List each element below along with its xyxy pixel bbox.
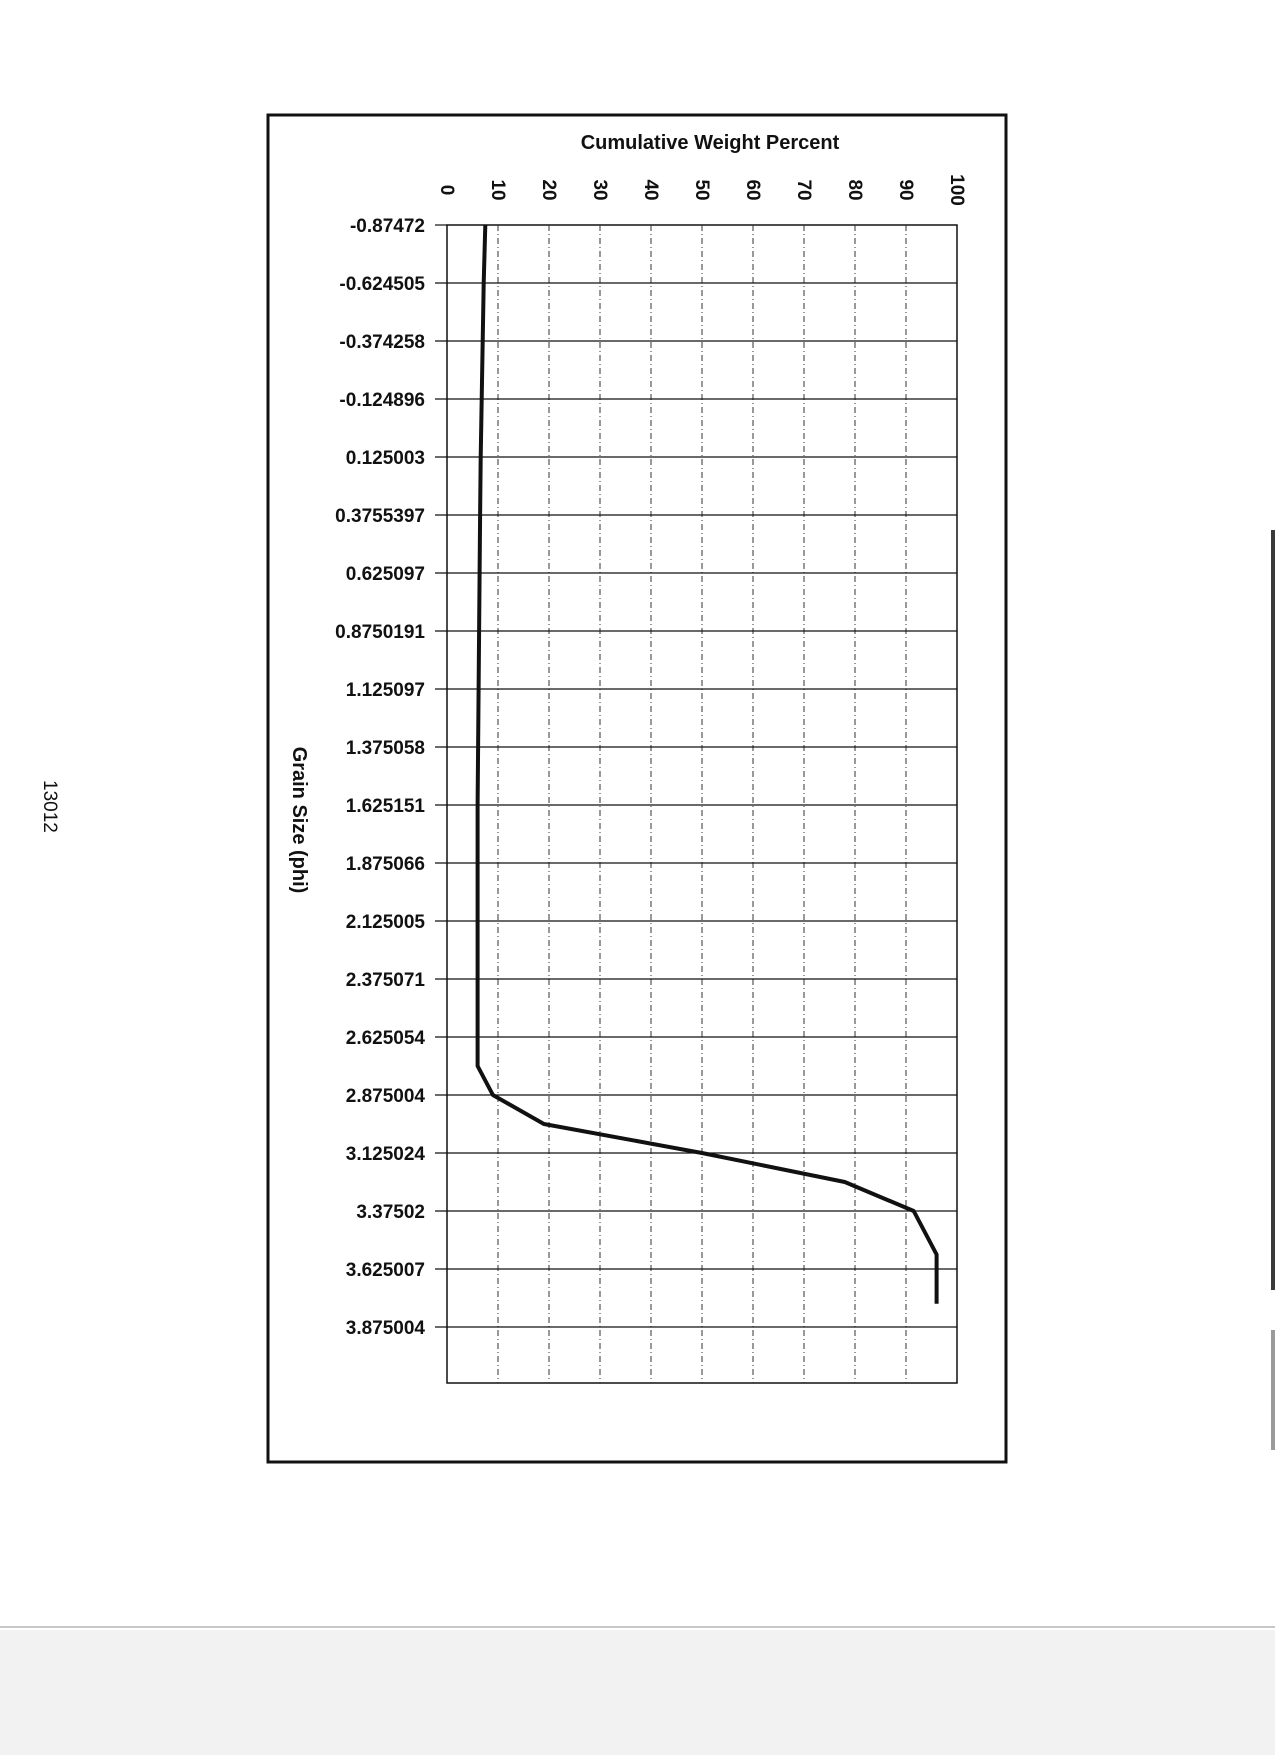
x-tick-label: 30 bbox=[589, 179, 610, 201]
y-tick-label: 0.125003 bbox=[345, 448, 425, 469]
x-tick-label: 20 bbox=[538, 179, 559, 201]
y-tick-label: 0.3755397 bbox=[335, 506, 425, 527]
y-axis-tick-labels bbox=[335, 216, 425, 1339]
y-tick-label: 1.625151 bbox=[345, 796, 425, 817]
y-tick-label: 3.875004 bbox=[345, 1318, 425, 1339]
x-tick-label: 50 bbox=[691, 179, 712, 201]
x-tick-label: 60 bbox=[742, 179, 763, 201]
y-tick-label: 2.625054 bbox=[345, 1028, 425, 1049]
x-tick-label: 10 bbox=[487, 179, 508, 201]
y-tick-label: 2.875004 bbox=[345, 1086, 425, 1107]
y-tick-label: 0.625097 bbox=[345, 564, 425, 585]
y-axis-title: Grain Size (phi) bbox=[288, 746, 310, 894]
y-tick-label: -0.87472 bbox=[349, 216, 425, 237]
x-tick-label: 100 bbox=[946, 174, 967, 206]
y-tick-label: -0.374258 bbox=[339, 332, 425, 353]
x-tick-label: 70 bbox=[793, 179, 814, 201]
series-line bbox=[478, 225, 937, 1304]
y-tick-label: -0.124896 bbox=[339, 390, 425, 411]
y-tick-label: -0.624505 bbox=[339, 274, 425, 295]
series-group bbox=[478, 225, 937, 1304]
y-tick-label: 1.125097 bbox=[345, 680, 425, 701]
x-tick-label: 80 bbox=[844, 179, 865, 201]
y-tick-label: 3.125024 bbox=[345, 1144, 425, 1165]
y-tick-label: 0.8750191 bbox=[335, 622, 425, 643]
y-tick-label: 1.375058 bbox=[345, 738, 425, 759]
y-tick-label: 2.375071 bbox=[345, 970, 425, 991]
x-tick-label: 40 bbox=[640, 179, 661, 201]
x-tick-label: 90 bbox=[895, 179, 916, 201]
y-tick-label: 3.625007 bbox=[345, 1260, 425, 1281]
x-tick-label: 0 bbox=[436, 184, 457, 196]
horizontal-gridlines bbox=[435, 225, 957, 1327]
y-tick-label: 1.875066 bbox=[345, 854, 425, 875]
x-axis-tick-labels bbox=[436, 174, 967, 206]
y-tick-label: 2.125005 bbox=[345, 912, 425, 933]
page-number: 13012 bbox=[39, 780, 60, 833]
x-axis-title: Cumulative Weight Percent bbox=[580, 132, 840, 154]
y-tick-label: 3.37502 bbox=[356, 1202, 425, 1223]
